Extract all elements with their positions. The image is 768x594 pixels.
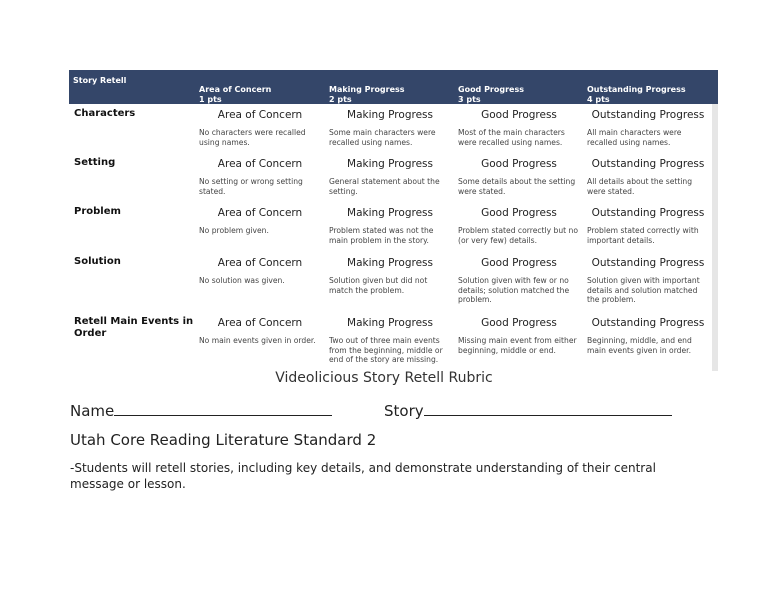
level-description: All main characters were recalled using names. (587, 128, 682, 147)
level-label: Area of Concern (217, 207, 303, 219)
level-label: Making Progress (347, 317, 433, 329)
rubric-cell (199, 256, 321, 286)
criterion-label: Retell Main Events in Order (74, 316, 194, 339)
header-col-good-progress (458, 85, 524, 105)
level-label: Making Progress (347, 158, 433, 170)
level-description: Most of the main characters were recalled using names. (458, 128, 565, 147)
rubric-cell (329, 157, 451, 196)
level-label: Good Progress (481, 158, 557, 170)
level-label: Good Progress (481, 109, 557, 121)
rubric-cell (329, 316, 451, 365)
rubric-cell (199, 316, 321, 346)
rubric-table (69, 70, 718, 371)
level-description: No main events given in order. (199, 336, 316, 345)
level-description: All details about the setting were stated. (587, 177, 693, 196)
level-description: No solution was given. (199, 276, 285, 285)
rubric-cell (458, 316, 580, 355)
level-description: No problem given. (199, 226, 269, 235)
header-col-label: Outstanding Progress (587, 85, 686, 94)
header-col-area-of-concern (199, 85, 271, 105)
level-description: Two out of three main events from the beginning, middle or end of the story are missing. (329, 336, 443, 364)
level-label: Area of Concern (217, 317, 303, 329)
rubric-cell (199, 206, 321, 236)
level-description: No setting or wrong setting stated. (199, 177, 303, 196)
level-label: Making Progress (347, 109, 433, 121)
rubric-cell (329, 256, 451, 295)
level-label: Outstanding Progress (591, 257, 705, 269)
criterion-label: Characters (74, 108, 136, 119)
level-label: Outstanding Progress (591, 158, 705, 170)
header-col-label: Making Progress (329, 85, 405, 94)
level-label: Outstanding Progress (591, 109, 705, 121)
standard-heading: Utah Core Reading Literature Standard 2 (70, 431, 377, 449)
criterion-label: Problem (74, 206, 121, 217)
level-label: Making Progress (347, 207, 433, 219)
header-col-label: Good Progress (458, 85, 524, 94)
level-label: Good Progress (481, 207, 557, 219)
level-label: Area of Concern (217, 257, 303, 269)
rubric-header (69, 70, 718, 104)
rubric-cell (587, 157, 709, 196)
name-field[interactable] (70, 401, 332, 420)
level-description: Some main characters were recalled using names. (329, 128, 436, 147)
rubric-cell (458, 108, 580, 147)
level-label: Outstanding Progress (591, 207, 705, 219)
level-description: No characters were recalled using names. (199, 128, 306, 147)
header-col-label: Area of Concern (199, 85, 272, 94)
level-description: Problem stated was not the main problem in the story. (329, 226, 434, 245)
name-label: Name (70, 402, 115, 420)
header-col-pts: 1 pts (199, 95, 222, 104)
rubric-cell (587, 206, 709, 245)
level-label: Making Progress (347, 257, 433, 269)
rubric-cell (458, 157, 580, 196)
level-description: General statement about the setting. (329, 177, 440, 196)
story-blank-line[interactable] (424, 401, 672, 416)
level-label: Good Progress (481, 257, 557, 269)
header-col-pts: 2 pts (329, 95, 352, 104)
header-col-pts: 3 pts (458, 95, 481, 104)
level-description: Beginning, middle, and end main events given in order. (587, 336, 692, 355)
level-description: Some details about the setting were stated. (458, 177, 576, 196)
level-description: Missing main event from either beginning, middle or end. (458, 336, 577, 355)
level-description: Problem stated correctly but no (or very few) details. (458, 226, 579, 245)
story-label: Story (384, 402, 424, 420)
level-label: Area of Concern (217, 158, 303, 170)
rubric-cell (329, 108, 451, 147)
rubric-cell (587, 316, 709, 355)
level-description: Solution given with few or no details; solution matched the problem. (458, 276, 570, 304)
rubric-cell (458, 206, 580, 245)
level-description: Problem stated correctly with important details. (587, 226, 699, 245)
standard-description: -Students will retell stories, including key details, and demonstrate understanding of their central message or lesson. (70, 461, 656, 491)
story-field[interactable] (384, 401, 672, 420)
rubric-cell (587, 256, 709, 305)
criterion-label: Solution (74, 256, 121, 267)
rubric-cell (199, 157, 321, 196)
header-col-making-progress (329, 85, 405, 105)
document-title: Videolicious Story Retell Rubric (275, 370, 493, 386)
header-col-outstanding-progress (587, 85, 686, 105)
name-blank-line[interactable] (114, 401, 332, 416)
rubric-scrollbar[interactable] (712, 104, 718, 371)
level-description: Solution given with important details and solution matched the problem. (587, 276, 700, 304)
rubric-cell (199, 108, 321, 147)
level-label: Area of Concern (217, 109, 303, 121)
level-description: Solution given but did not match the problem. (329, 276, 428, 295)
level-label: Outstanding Progress (591, 317, 705, 329)
criterion-label: Setting (74, 157, 116, 168)
header-criterion-label: Story Retell (73, 76, 127, 85)
rubric-cell (329, 206, 451, 245)
level-label: Good Progress (481, 317, 557, 329)
header-col-pts: 4 pts (587, 95, 610, 104)
rubric-cell (587, 108, 709, 147)
rubric-cell (458, 256, 580, 305)
